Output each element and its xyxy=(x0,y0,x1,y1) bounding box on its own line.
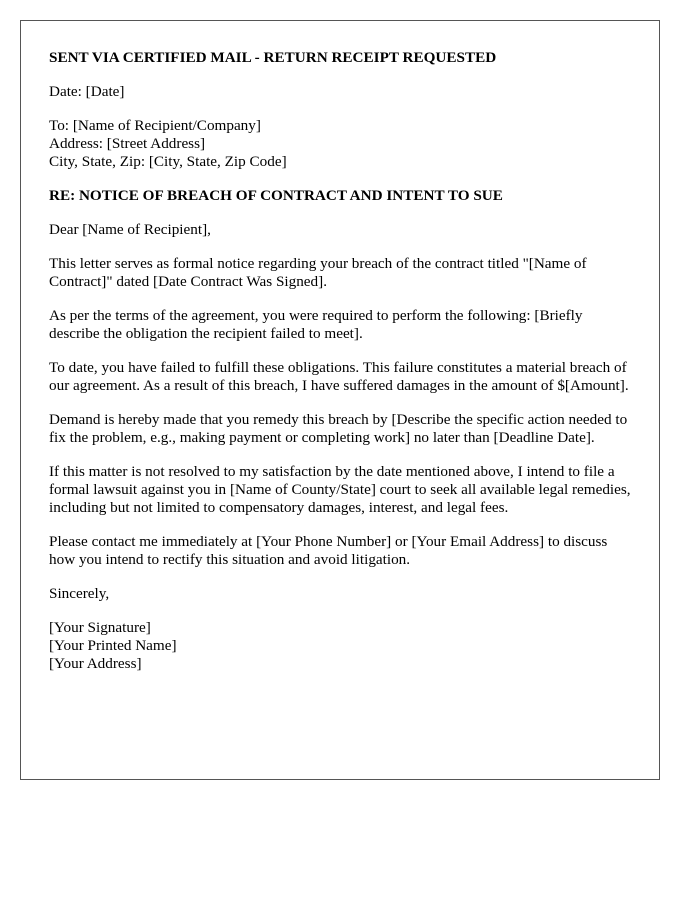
sender-address: [Your Address] xyxy=(49,655,142,672)
closing: Sincerely, xyxy=(49,585,110,602)
signature: [Your Signature] xyxy=(49,619,151,636)
date-line: Date: [Date] xyxy=(49,83,125,100)
subject-line: RE: NOTICE OF BREACH OF CONTRACT AND INTENT TO SUE xyxy=(49,187,503,204)
letter-page xyxy=(20,20,660,780)
body-paragraph-demand: Demand is hereby made that you remedy this breach by [Describe the specific action needed to fix the problem, e.g., making payment or completing work] no later than [Deadline Date]. xyxy=(49,411,628,446)
printed-name: [Your Printed Name] xyxy=(49,637,177,654)
body-paragraph-lawsuit: If this matter is not resolved to my satisfaction by the date mentioned above, I intend to file a formal lawsuit against you in [Name of County/State] court to seek all available legal remedies, including but not limited to compensatory damages, interest, and legal fees. xyxy=(49,463,631,516)
recipient-block xyxy=(49,117,631,171)
signature-block xyxy=(49,619,631,673)
recipient-city: City, State, Zip: [City, State, Zip Code] xyxy=(49,153,287,170)
salutation: Dear [Name of Recipient], xyxy=(49,221,211,238)
body-paragraph-notice: This letter serves as formal notice regarding your breach of the contract titled "[Name of Contract]" dated [Date Contract Was Signed]. xyxy=(49,255,587,290)
recipient-name: To: [Name of Recipient/Company] xyxy=(49,117,261,134)
body-paragraph-obligation: As per the terms of the agreement, you were required to perform the following: [Briefly describe the obligation the recipient failed to meet]. xyxy=(49,307,583,342)
delivery-notice: SENT VIA CERTIFIED MAIL - RETURN RECEIPT REQUESTED xyxy=(49,49,497,66)
recipient-address: Address: [Street Address] xyxy=(49,135,206,152)
body-paragraph-contact: Please contact me immediately at [Your Phone Number] or [Your Email Address] to discuss how you intend to rectify this situation and avoid litigation. xyxy=(49,533,608,568)
body-paragraph-breach: To date, you have failed to fulfill these obligations. This failure constitutes a material breach of our agreement. As a result of this breach, I have suffered damages in the amount of $[Amount]. xyxy=(49,359,629,394)
